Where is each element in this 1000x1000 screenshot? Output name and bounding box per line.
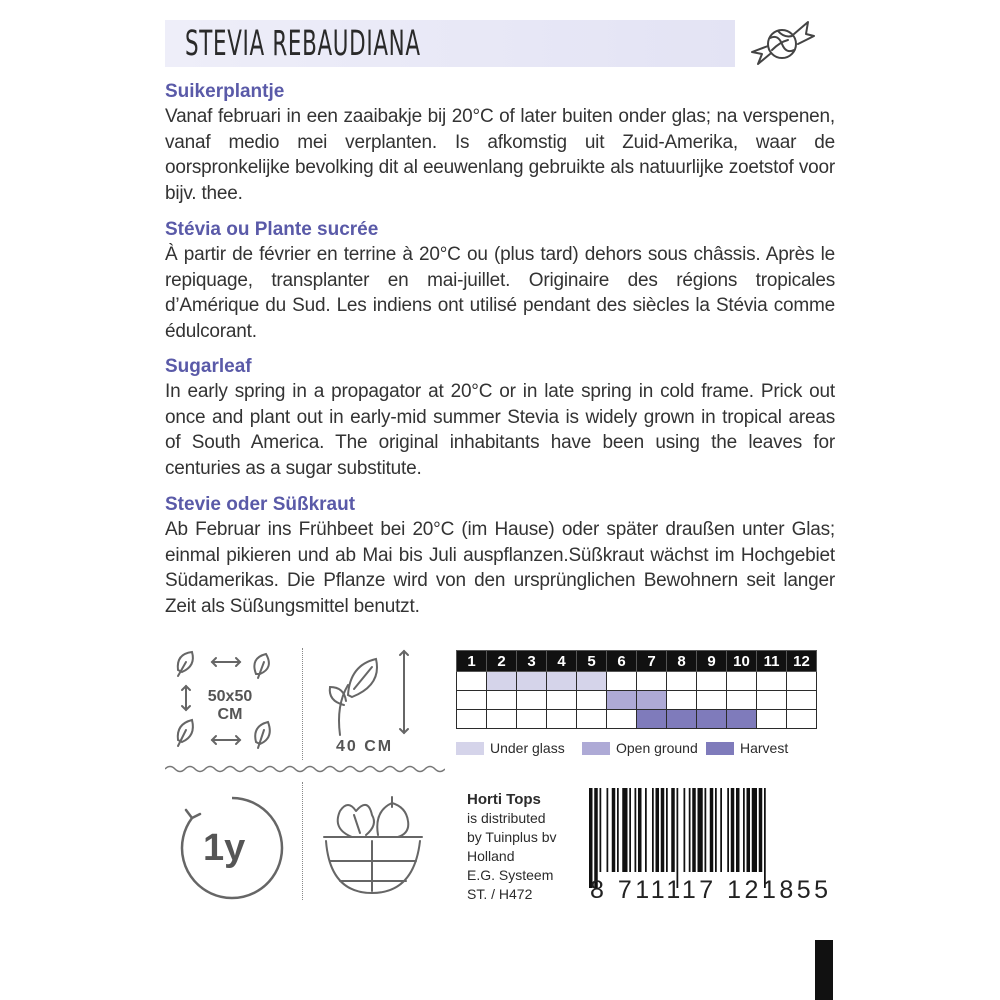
candy-icon <box>748 12 820 76</box>
month-cell: 7 <box>637 651 667 672</box>
calendar-row-open-ground <box>457 691 817 710</box>
calendar-cell <box>757 672 787 691</box>
barcode-bar <box>752 788 757 872</box>
calendar-cell <box>517 672 547 691</box>
section-heading: Stévia ou Plante sucrée <box>165 219 379 240</box>
black-bar <box>815 940 833 1000</box>
distributor-line: ST. / H472 <box>467 886 533 902</box>
section-heading: Stevie oder Süßkraut <box>165 494 356 515</box>
calendar-cell <box>727 672 757 691</box>
spacing-label <box>200 688 260 724</box>
barcode <box>585 786 825 890</box>
barcode-bar <box>715 788 717 872</box>
calendar-cell <box>667 672 697 691</box>
distributor-line: E.G. Systeem <box>467 867 554 883</box>
calendar-row-under-glass <box>457 672 817 691</box>
calendar-cell <box>547 672 577 691</box>
month-cell: 1 <box>457 651 487 672</box>
section-french <box>165 218 835 344</box>
sowing-calendar <box>456 650 817 729</box>
section-english <box>165 355 835 481</box>
distributor-info <box>467 790 557 904</box>
legend-label: Harvest <box>740 740 789 756</box>
calendar-cell <box>607 672 637 691</box>
calendar-cell <box>637 672 667 691</box>
barcode-bar <box>671 788 675 872</box>
calendar-cell <box>487 710 517 729</box>
month-cell: 8 <box>667 651 697 672</box>
section-german <box>165 493 835 619</box>
month-cell: 6 <box>607 651 637 672</box>
calendar-cell <box>457 672 487 691</box>
legend-harvest <box>706 740 788 756</box>
section-body: Vanaf februari in een zaaibakje bij 20°C of later buiten onder glas; na verspenen, vanaf medio mei verplanten. Is afkomstig uit Zuid-Amerika, waar de oorspronkelijke bevolking dit al eeuwenlang gebruikte als natuurlijke zoetstof voor bijv. thee. <box>165 106 835 204</box>
barcode-bar <box>764 788 766 888</box>
legend-under-glass <box>456 740 565 756</box>
calendar-cell <box>577 691 607 710</box>
calendar-cell <box>727 710 757 729</box>
section-body: Ab Februar ins Frühbeet bei 20°C (im Hause) oder später draußen unter Glas; einmal pikieren und ab Mai bis Juli auspflanzen.Süßkraut wächst im Hochgebiet Südamerikas. Die Pflanze wird von den ursprünglichen Bewohnern seit langer Zeit als Süßungsmittel benutzt. <box>165 519 835 617</box>
calendar-cell <box>607 710 637 729</box>
barcode-bar <box>747 788 751 872</box>
month-cell: 12 <box>787 651 817 672</box>
month-cell: 4 <box>547 651 577 672</box>
calendar-cell <box>787 691 817 710</box>
legend-label: Under glass <box>490 740 565 756</box>
barcode-bar <box>661 788 665 872</box>
calendar-cell <box>667 691 697 710</box>
calendar-cell <box>487 672 517 691</box>
section-body: In early spring in a propagator at 20°C or in late spring in cold frame. Prick out once and plant out in early-mid summer Stevia is widely grown in tropical areas of South America. The original inhabitants have been using the leaves for centuries as a sugar substitute. <box>165 381 835 479</box>
lifecycle-label: 1y <box>203 827 246 869</box>
barcode-bar <box>727 788 729 872</box>
calendar-cell <box>487 691 517 710</box>
month-cell: 2 <box>487 651 517 672</box>
calendar-cell <box>577 710 607 729</box>
calendar-cell <box>697 672 727 691</box>
barcode-bar <box>759 788 763 872</box>
calendar-cell <box>667 710 697 729</box>
calendar-cell <box>757 691 787 710</box>
calendar-cell <box>697 710 727 729</box>
barcode-bar <box>698 788 703 872</box>
barcode-number: 8 711117 121855 <box>590 876 832 904</box>
barcode-bar <box>731 788 735 872</box>
legend-open-ground <box>582 740 698 756</box>
month-cell: 3 <box>517 651 547 672</box>
calendar-cell <box>607 691 637 710</box>
calendar-cell <box>787 710 817 729</box>
spacing-value: 50x50 <box>207 688 253 705</box>
section-dutch <box>165 80 835 206</box>
barcode-bar <box>684 788 686 872</box>
barcode-bar <box>607 788 609 872</box>
barcode-bar <box>720 788 722 872</box>
month-cell: 9 <box>697 651 727 672</box>
month-cell: 10 <box>727 651 757 672</box>
wavy-divider <box>165 762 445 776</box>
calendar-cell <box>697 691 727 710</box>
calendar-cell <box>727 691 757 710</box>
barcode-bar <box>622 788 627 872</box>
barcode-bar <box>635 788 637 872</box>
brand-name: Horti Tops <box>467 791 541 808</box>
calendar-cell <box>577 672 607 691</box>
calendar-cell <box>517 691 547 710</box>
barcode-bar <box>705 788 707 872</box>
calendar-cell <box>547 710 577 729</box>
spacing-unit: CM <box>217 706 243 723</box>
divider <box>302 782 304 900</box>
distributor-line: is distributed <box>467 810 546 826</box>
barcode-bar <box>666 788 668 872</box>
barcode-bar <box>629 788 631 872</box>
calendar-cell <box>517 710 547 729</box>
barcode-bar <box>617 788 619 872</box>
barcode-bar <box>600 788 602 872</box>
distributor-line: by Tuinplus bv <box>467 829 557 845</box>
harvest-basket-icon <box>318 785 428 900</box>
barcode-bar <box>652 788 654 872</box>
section-body: À partir de février en terrine à 20°C ou (plus tard) dehors sous châssis. Après le repiquage, transplanter en mai-juillet. Originaire des régions tropicales d’Amérique du Sud. Les indiens ont utilisé pendant des siècles la Stévia comme édulcorant. <box>165 244 835 342</box>
legend-swatch <box>582 742 610 755</box>
legend-swatch <box>706 742 734 755</box>
calendar-cell <box>637 691 667 710</box>
calendar-header-row <box>457 651 817 672</box>
distributor-line: Holland <box>467 848 515 864</box>
product-title: STEVIA REBAUDIANA <box>185 24 421 64</box>
barcode-bar <box>594 788 598 888</box>
legend-label: Open ground <box>616 740 698 756</box>
legend-swatch <box>456 742 484 755</box>
calendar-cell <box>547 691 577 710</box>
month-cell: 11 <box>757 651 787 672</box>
barcode-bar <box>677 788 679 888</box>
divider <box>302 648 304 760</box>
calendar-cell <box>457 691 487 710</box>
barcode-bar <box>692 788 696 872</box>
plant-height-icon <box>320 645 420 740</box>
calendar-cell <box>757 710 787 729</box>
barcode-bar <box>589 788 593 888</box>
height-label: 40 CM <box>336 738 394 755</box>
month-cell: 5 <box>577 651 607 672</box>
barcode-bar <box>710 788 714 872</box>
barcode-bar <box>656 788 660 872</box>
calendar-cell <box>787 672 817 691</box>
barcode-bar <box>645 788 647 872</box>
section-heading: Suikerplantje <box>165 81 285 102</box>
barcode-bar <box>638 788 642 872</box>
barcode-bar <box>736 788 740 872</box>
barcode-bar <box>743 788 745 872</box>
barcode-bar <box>612 788 616 872</box>
calendar-row-harvest <box>457 710 817 729</box>
barcode-bar <box>689 788 691 872</box>
section-heading: Sugarleaf <box>165 356 252 377</box>
calendar-cell <box>457 710 487 729</box>
calendar-cell <box>637 710 667 729</box>
